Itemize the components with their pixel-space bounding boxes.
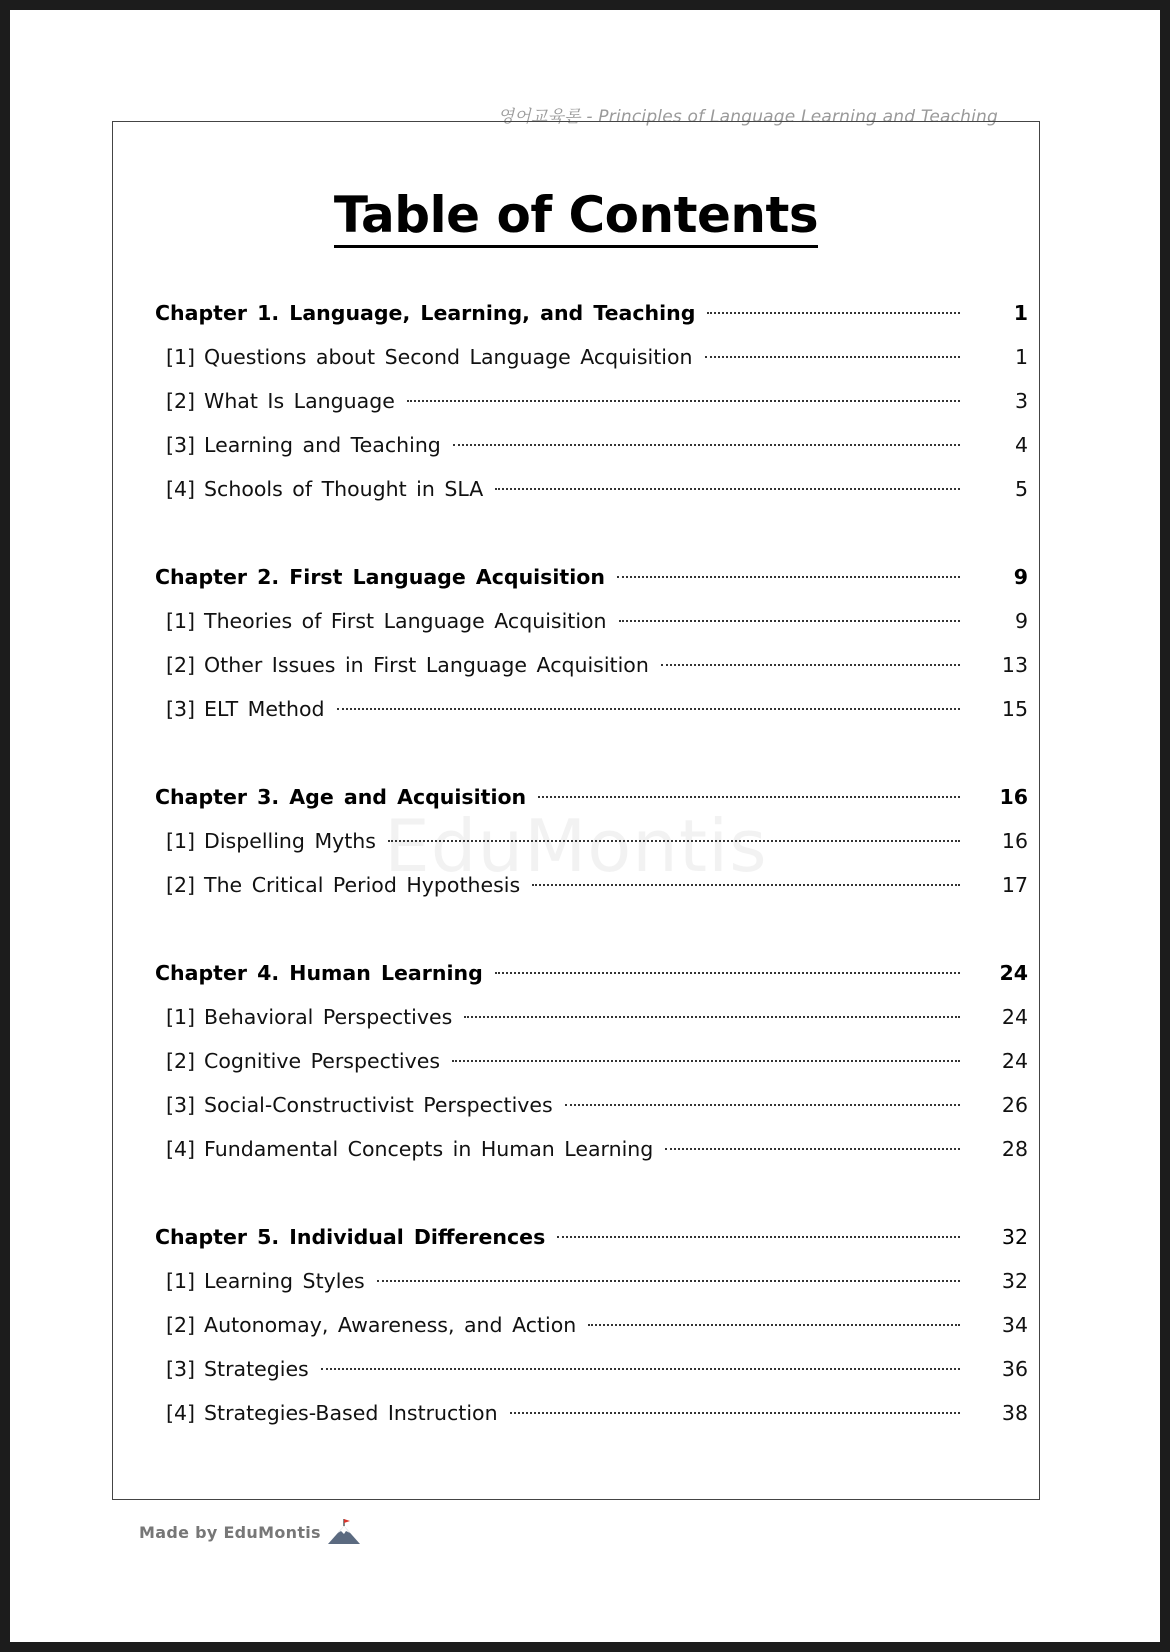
chapter-block [155, 775, 1028, 907]
dot-leader [588, 1324, 960, 1326]
dot-leader [707, 312, 960, 314]
chapter-block [155, 951, 1028, 1171]
section-row[interactable] [155, 599, 1028, 643]
section-title: Theories of First Language Acquisition [204, 609, 607, 633]
chapter-heading-row[interactable] [155, 1215, 1028, 1259]
table-of-contents [155, 291, 1028, 1479]
chapter-page-number: 24 [999, 961, 1028, 985]
chapter-page-number: 9 [1013, 565, 1028, 589]
dot-leader [377, 1280, 960, 1282]
section-page-number: 36 [1001, 1357, 1028, 1381]
chapter-heading: Chapter 4. Human Learning [155, 961, 483, 985]
section-row[interactable] [155, 335, 1028, 379]
section-page-number: 15 [1001, 697, 1028, 721]
section-number: [1] [166, 1005, 196, 1029]
section-page-number: 28 [1001, 1137, 1028, 1161]
section-row[interactable] [155, 379, 1028, 423]
running-header: 영어교육론 - Principles of Language Learning and Teaching [497, 107, 998, 127]
dot-leader [705, 356, 960, 358]
footer [139, 1519, 361, 1545]
dot-leader [538, 796, 960, 798]
section-row[interactable] [155, 423, 1028, 467]
dot-leader [617, 576, 960, 578]
dot-leader [510, 1412, 960, 1414]
section-row[interactable] [155, 1083, 1028, 1127]
section-number: [2] [166, 1313, 196, 1337]
section-page-number: 5 [1014, 477, 1028, 501]
section-page-number: 32 [1001, 1269, 1028, 1293]
page-title-text: Table of Contents [334, 186, 818, 248]
section-row[interactable] [155, 1303, 1028, 1347]
dot-leader [453, 444, 960, 446]
section-page-number: 4 [1014, 433, 1028, 457]
section-title: Dispelling Myths [204, 829, 376, 853]
dot-leader [565, 1104, 960, 1106]
chapter-page-number: 16 [999, 785, 1028, 809]
chapter-heading-row[interactable] [155, 775, 1028, 819]
chapter-page-number: 1 [1013, 301, 1028, 325]
section-title: Questions about Second Language Acquisition [204, 345, 693, 369]
section-page-number: 16 [1001, 829, 1028, 853]
section-title: Strategies-Based Instruction [204, 1401, 498, 1425]
chapter-heading-row[interactable] [155, 555, 1028, 599]
section-page-number: 17 [1001, 873, 1028, 897]
chapter-block [155, 1215, 1028, 1435]
section-row[interactable] [155, 1127, 1028, 1171]
section-row[interactable] [155, 467, 1028, 511]
section-title: Strategies [204, 1357, 309, 1381]
section-page-number: 24 [1001, 1005, 1028, 1029]
chapter-heading-row[interactable] [155, 951, 1028, 995]
dot-leader [464, 1016, 960, 1018]
section-number: [1] [166, 829, 196, 853]
chapter-heading: Chapter 5. Individual Differences [155, 1225, 546, 1249]
chapter-heading-row[interactable] [155, 291, 1028, 335]
chapter-block [155, 555, 1028, 731]
chapter-heading: Chapter 2. First Language Acquisition [155, 565, 605, 589]
dot-leader [452, 1060, 960, 1062]
section-row[interactable] [155, 1347, 1028, 1391]
dot-leader [532, 884, 960, 886]
chapter-heading: Chapter 1. Language, Learning, and Teaching [155, 301, 696, 325]
section-page-number: 24 [1001, 1049, 1028, 1073]
section-row[interactable] [155, 819, 1028, 863]
dot-leader [661, 664, 960, 666]
section-title: What Is Language [204, 389, 395, 413]
section-number: [1] [166, 609, 196, 633]
section-number: [1] [166, 1269, 196, 1293]
section-page-number: 26 [1001, 1093, 1028, 1117]
footer-credit: Made by EduMontis [139, 1522, 321, 1542]
section-number: [2] [166, 653, 196, 677]
dot-leader [388, 840, 960, 842]
section-page-number: 3 [1014, 389, 1028, 413]
section-row[interactable] [155, 643, 1028, 687]
section-row[interactable] [155, 687, 1028, 731]
section-row[interactable] [155, 995, 1028, 1039]
section-title: Learning Styles [204, 1269, 365, 1293]
chapter-page-number: 32 [1001, 1225, 1028, 1249]
section-number: [1] [166, 345, 196, 369]
section-number: [4] [166, 1401, 196, 1425]
mountain-flag-icon [327, 1519, 361, 1545]
section-title: The Critical Period Hypothesis [204, 873, 521, 897]
section-number: [2] [166, 873, 196, 897]
section-title: ELT Method [204, 697, 325, 721]
dot-leader [665, 1148, 960, 1150]
section-title: Schools of Thought in SLA [204, 477, 484, 501]
page-title [113, 186, 1039, 244]
section-title: Autonomay, Awareness, and Action [204, 1313, 577, 1337]
section-row[interactable] [155, 1391, 1028, 1435]
dot-leader [407, 400, 960, 402]
section-number: [3] [166, 1357, 196, 1381]
section-row[interactable] [155, 863, 1028, 907]
chapter-block [155, 291, 1028, 511]
dot-leader [619, 620, 960, 622]
section-title: Learning and Teaching [204, 433, 441, 457]
section-title: Behavioral Perspectives [204, 1005, 453, 1029]
section-number: [4] [166, 1137, 196, 1161]
chapter-heading: Chapter 3. Age and Acquisition [155, 785, 527, 809]
dot-leader [337, 708, 960, 710]
section-number: [3] [166, 697, 196, 721]
section-page-number: 13 [1001, 653, 1028, 677]
section-title: Other Issues in First Language Acquisition [204, 653, 649, 677]
section-row[interactable] [155, 1259, 1028, 1303]
section-page-number: 9 [1014, 609, 1028, 633]
content-frame [112, 121, 1040, 1500]
section-page-number: 38 [1001, 1401, 1028, 1425]
dot-leader [557, 1236, 960, 1238]
section-title: Fundamental Concepts in Human Learning [204, 1137, 654, 1161]
section-number: [3] [166, 1093, 196, 1117]
section-number: [4] [166, 477, 196, 501]
section-page-number: 1 [1014, 345, 1028, 369]
dot-leader [495, 488, 960, 490]
section-page-number: 34 [1001, 1313, 1028, 1337]
document-page [10, 10, 1160, 1642]
section-number: [2] [166, 389, 196, 413]
section-number: [2] [166, 1049, 196, 1073]
section-number: [3] [166, 433, 196, 457]
dot-leader [495, 972, 960, 974]
dot-leader [321, 1368, 960, 1370]
watermark: EduMontis [384, 804, 768, 888]
section-title: Cognitive Perspectives [204, 1049, 441, 1073]
section-row[interactable] [155, 1039, 1028, 1083]
section-title: Social-Constructivist Perspectives [204, 1093, 553, 1117]
